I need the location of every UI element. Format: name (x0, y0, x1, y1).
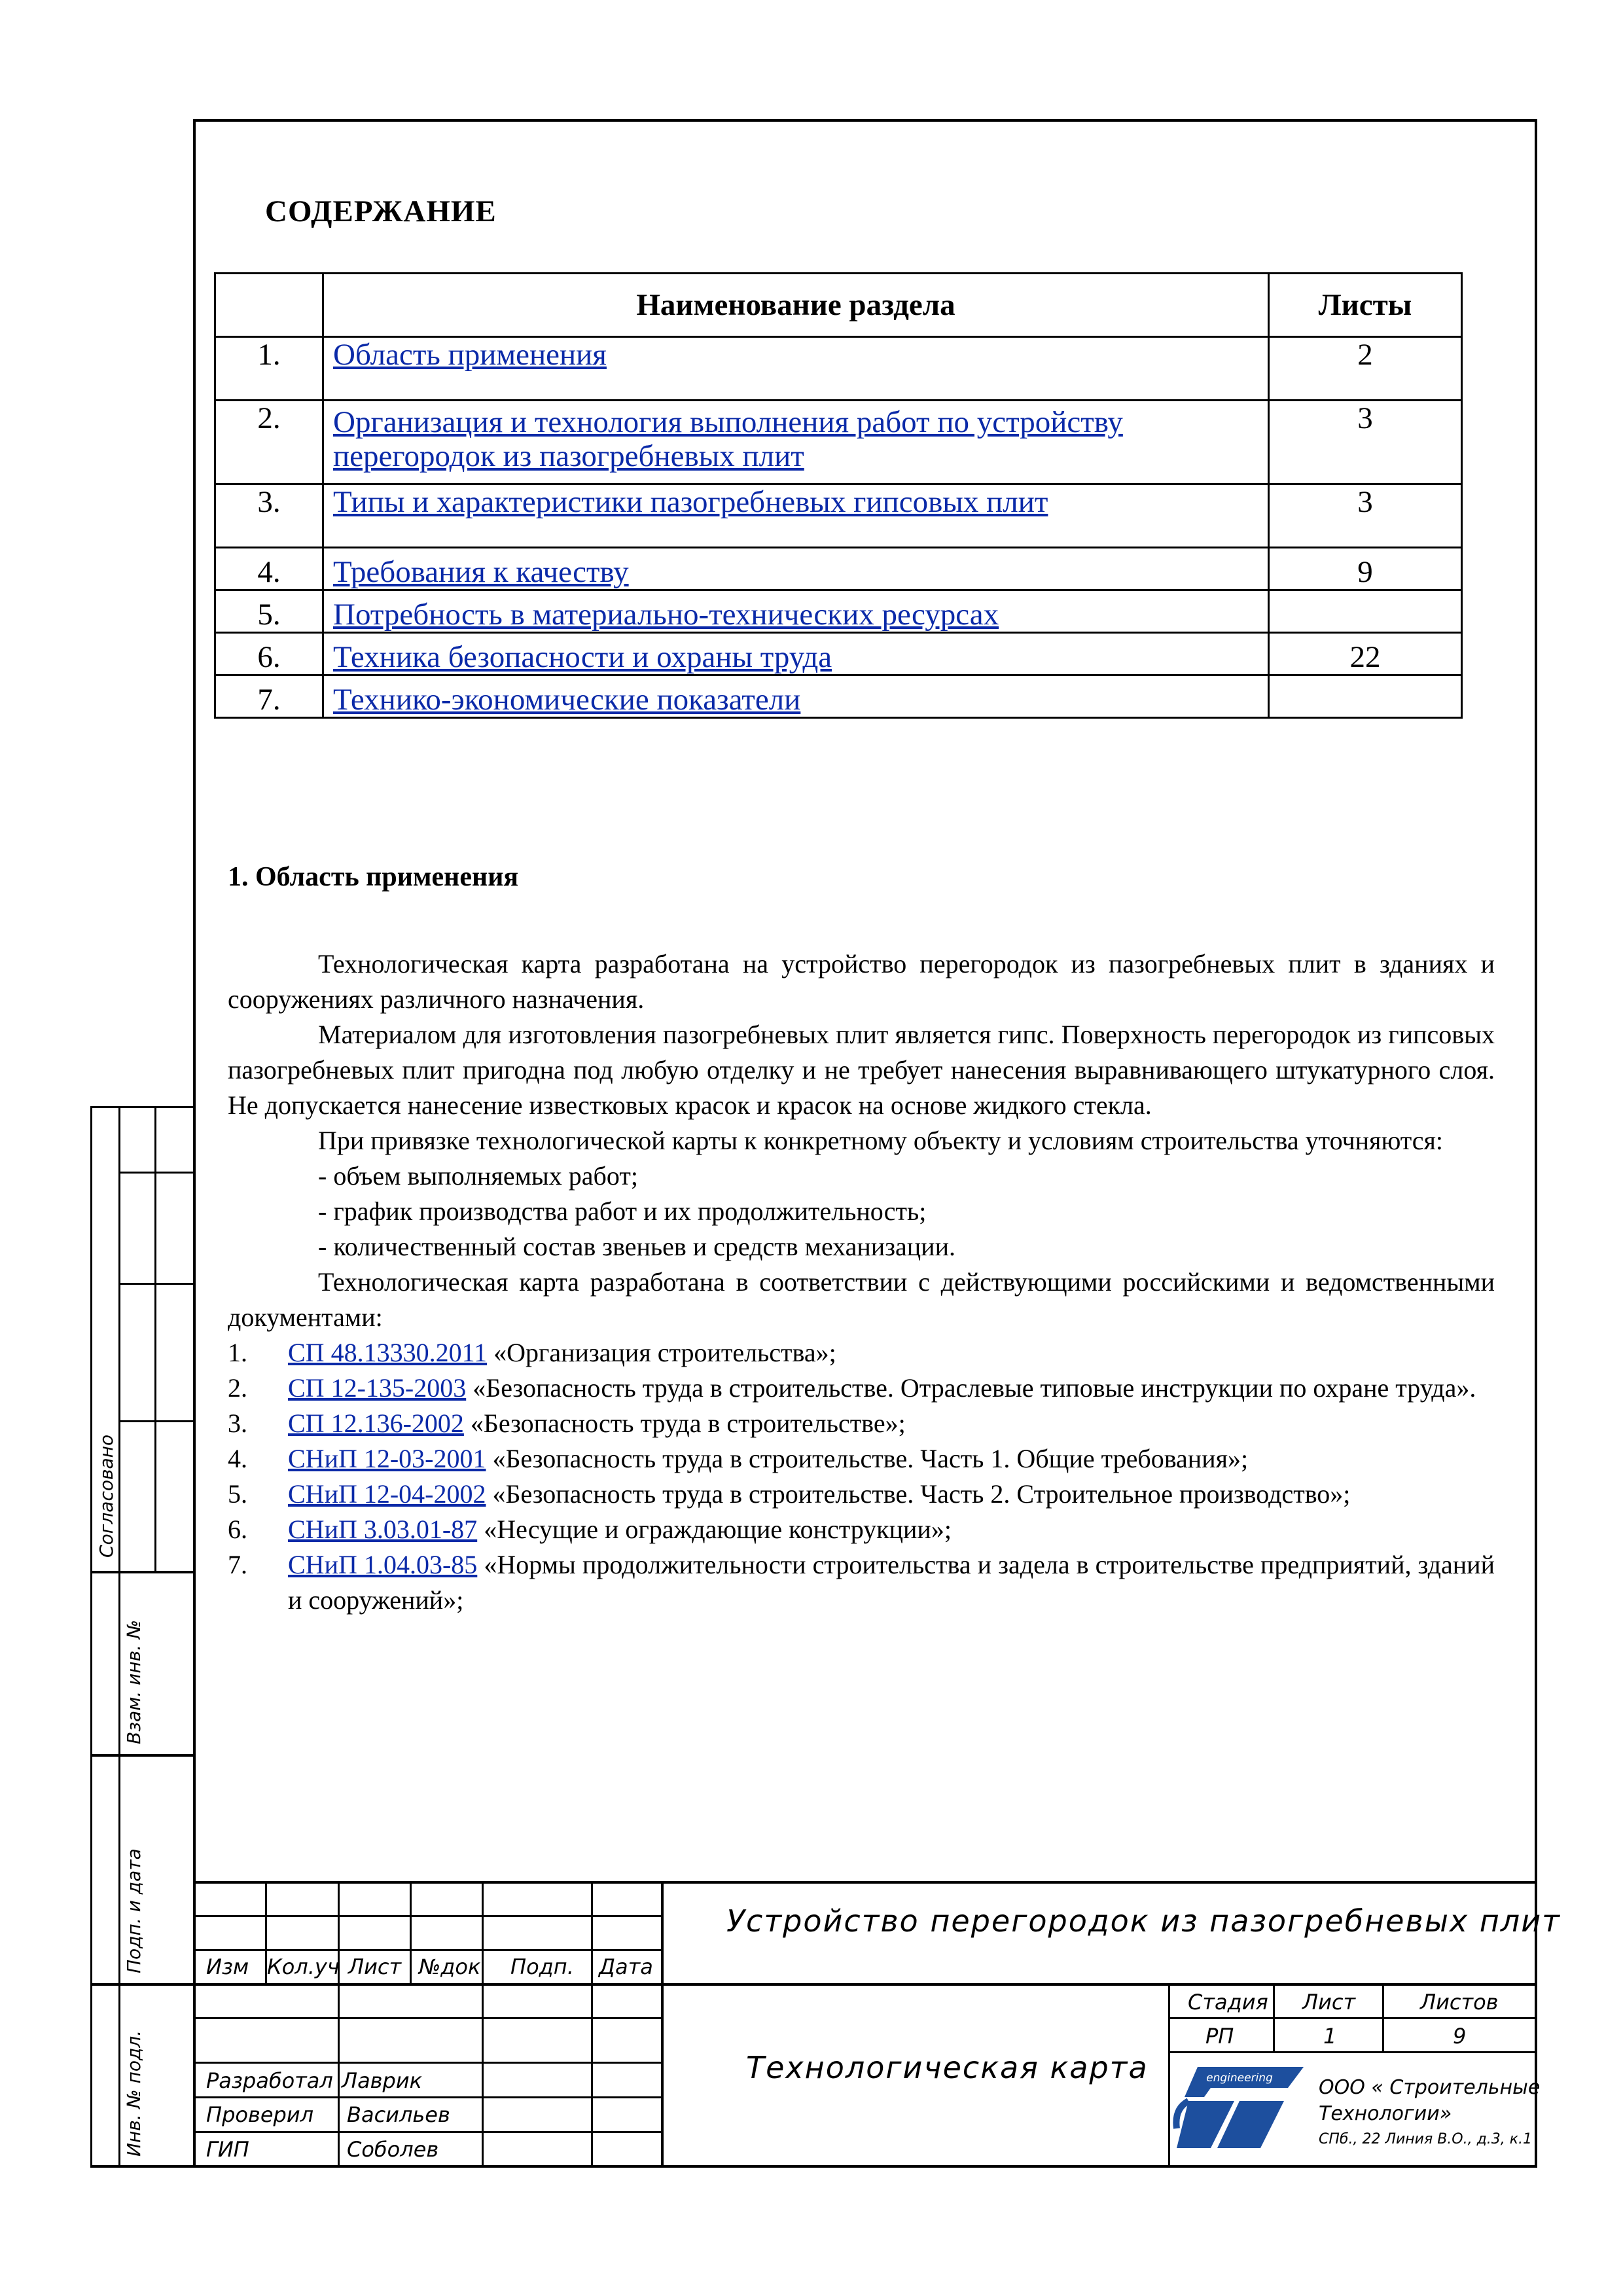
reference-number: 1. (228, 1338, 247, 1367)
toc-link[interactable]: Требования к качеству (333, 555, 629, 589)
reference-item (228, 1477, 1495, 1512)
reference-link[interactable]: СНиП 3.03.01-87 (288, 1515, 478, 1544)
toc-row-num: 6. (215, 633, 323, 675)
toc-row-num: 1. (215, 337, 323, 401)
reference-text: «Безопасность труда в строительстве. Часть 1. Общие требования»; (486, 1444, 1249, 1473)
reference-item (228, 1371, 1495, 1406)
toc-row-num: 4. (215, 548, 323, 590)
logo-text: engineering (1206, 2072, 1273, 2085)
side-strip-top (90, 1106, 193, 1108)
side-strip-outer (90, 1106, 92, 2168)
reference-number: 4. (228, 1444, 247, 1473)
toc-row-name (323, 401, 1269, 484)
toc-row-pages: 3 (1269, 401, 1462, 484)
toc-row-name (323, 484, 1269, 548)
side-strip-col2 (154, 1106, 156, 1572)
toc-row-num: 7. (215, 675, 323, 718)
side-strip-sep3 (118, 1420, 193, 1422)
tb-line (1382, 1983, 1384, 2051)
toc-row-pages: 2 (1269, 337, 1462, 401)
paragraph: При привязке технологической карты к конкретному объекту и условиям строительства уточняются: (318, 1126, 1444, 1155)
toc-link[interactable]: Типы и характеристики пазогребневых гипсовых плит (333, 485, 1048, 519)
reference-link[interactable]: СНиП 12-04-2002 (288, 1479, 486, 1509)
side-strip-sep5 (90, 1754, 193, 1757)
toc-row-name (323, 675, 1269, 718)
side-strip-sep1 (118, 1172, 193, 1174)
tb-col-kol: Кол.уч (267, 1954, 340, 1979)
toc-row (215, 675, 1462, 718)
reference-item (228, 1547, 1495, 1618)
tb-line (1168, 2051, 1537, 2053)
tb-sheet-label: Лист (1302, 1990, 1356, 2015)
tb-stage-label: Стадия (1188, 1990, 1268, 2015)
toc-link[interactable]: Потребность в материально-технических ресурсах (333, 598, 999, 632)
reference-number: 6. (228, 1515, 247, 1544)
reference-text: «Безопасность труда в строительстве»; (463, 1408, 906, 1438)
tb-person: Лаврик (342, 2068, 422, 2093)
toc-row-num: 3. (215, 484, 323, 548)
tb-role: Разработал (206, 2068, 333, 2093)
toc-link[interactable]: Техника безопасности и охраны труда (333, 640, 832, 674)
toc-row-pages: 3 (1269, 484, 1462, 548)
side-strip-sep6 (90, 1983, 193, 1986)
toc-table (214, 272, 1463, 719)
toc-row (215, 401, 1462, 484)
toc-link[interactable]: Организация и технология выполнения работ по устройству перегородок из пазогребневых плит (333, 405, 1123, 473)
tb-sheet: 1 (1323, 2024, 1337, 2049)
side-label-inv-orig: Инв. № подл. (123, 2030, 145, 2157)
reference-number: 2. (228, 1373, 247, 1403)
side-label-sign-date: Подп. и дата (123, 1848, 145, 1973)
bullet-item: - график производства работ и их продолжительность; (318, 1196, 927, 1226)
tb-doc-type: Технологическая карта (746, 2050, 1149, 2085)
toc-row (215, 590, 1462, 633)
toc-row-name (323, 590, 1269, 633)
toc-row-pages: 9 (1269, 548, 1462, 590)
toc-row-pages: 22 (1269, 633, 1462, 675)
tb-doc-title: Устройство перегородок из пазогребневых плит (726, 1903, 1561, 1939)
toc-row (215, 633, 1462, 675)
tb-col-list: Лист (348, 1954, 402, 1979)
tb-line (1168, 2017, 1537, 2019)
toc-row-name (323, 633, 1269, 675)
toc-row-name (323, 337, 1269, 401)
tb-col-podp: Подп. (510, 1954, 574, 1979)
side-label-agreed: Согласовано (96, 1434, 117, 1558)
toc-row-pages (1269, 675, 1462, 718)
reference-link[interactable]: СНиП 12-03-2001 (288, 1444, 486, 1473)
reference-link[interactable]: СП 12-135-2003 (288, 1373, 467, 1403)
side-strip-sep4 (90, 1571, 193, 1573)
tb-line (1168, 1983, 1170, 2168)
tb-line (591, 1881, 593, 2168)
reference-number: 7. (228, 1550, 247, 1579)
tb-org-address: СПб., 22 Линия В.О., д.3, к.1 (1319, 2131, 1533, 2147)
reference-text: «Нормы продолжительности строительства и задела в строительстве предприятий, зданий и сооружений»; (288, 1550, 1495, 1615)
tb-line (338, 1881, 340, 2168)
toc-row (215, 484, 1462, 548)
toc-row-name (323, 548, 1269, 590)
toc-row-num: 2. (215, 401, 323, 484)
tb-person: Васильев (347, 2102, 450, 2127)
tb-org-line1: ООО « Строительные (1319, 2076, 1541, 2099)
toc-header-name: Наименование раздела (323, 274, 1269, 337)
toc-row (215, 337, 1462, 401)
tb-line (193, 1983, 1537, 1986)
reference-link[interactable]: СП 48.13330.2011 (288, 1338, 488, 1367)
reference-text: «Несущие и ограждающие конструкции»; (477, 1515, 952, 1544)
side-label-inv-swap: Взам. инв. № (123, 1619, 145, 1744)
side-strip-sep2 (118, 1283, 193, 1285)
toc-header-num (215, 274, 323, 337)
tb-sheets: 9 (1453, 2024, 1467, 2049)
side-strip-col1 (118, 1106, 120, 2168)
section-body (228, 946, 1495, 1618)
toc-row (215, 548, 1462, 590)
reference-item (228, 1335, 1495, 1371)
paragraph: Технологическая карта разработана в соответствии с действующими российскими и ведомственными документами: (228, 1267, 1495, 1332)
tb-line (482, 1881, 484, 2168)
toc-title: СОДЕРЖАНИЕ (265, 194, 497, 228)
reference-link[interactable]: СНиП 1.04.03-85 (288, 1550, 478, 1579)
reference-link[interactable]: СП 12.136-2002 (288, 1408, 464, 1438)
tb-col-data: Дата (599, 1954, 653, 1979)
company-logo (1171, 2063, 1309, 2155)
tb-col-ndok: №док (419, 1954, 481, 1979)
toc-row-num: 5. (215, 590, 323, 633)
tb-role: ГИП (206, 2137, 249, 2162)
tb-line (410, 1881, 412, 1983)
tb-person: Соболев (347, 2137, 439, 2162)
reference-text: «Организация строительства»; (487, 1338, 836, 1367)
reference-item (228, 1512, 1495, 1547)
toc-header-pages: Листы (1269, 274, 1462, 337)
tb-line (1273, 1983, 1275, 2051)
tb-col-izm: Изм (206, 1954, 249, 1979)
tb-line (661, 1881, 664, 2168)
toc-link[interactable]: Область применения (333, 338, 607, 372)
tb-stage: РП (1205, 2024, 1234, 2049)
reference-number: 3. (228, 1408, 247, 1438)
paragraph: Материалом для изготовления пазогребневых плит является гипс. Поверхность перегородок из гипсовых пазогребневых плит пригодна под любую отделку и не требует нанесения выравнивающего штукатурного слоя. Не допускается нанесение известковых красок и красок на основе жидкого стекла. (228, 1020, 1495, 1120)
toc-header-row (215, 274, 1462, 337)
tb-sheets-label: Листов (1420, 1990, 1499, 2015)
toc-link[interactable]: Технико-экономические показатели (333, 683, 801, 717)
tb-org-line2: Технологии» (1319, 2102, 1452, 2125)
tb-line (193, 1881, 1537, 1884)
reference-text: «Безопасность труда в строительстве. Часть 2. Строительное производство»; (486, 1479, 1351, 1509)
reference-item (228, 1441, 1495, 1477)
reference-number: 5. (228, 1479, 247, 1509)
paragraph: Технологическая карта разработана на устройство перегородок из пазогребневых плит в зданиях и сооружениях различного назначения. (228, 949, 1495, 1014)
reference-item (228, 1406, 1495, 1441)
bullet-item: - объем выполняемых работ; (318, 1161, 638, 1191)
bullet-item: - количественный состав звеньев и средств механизации. (318, 1232, 955, 1261)
tb-role: Проверил (206, 2102, 314, 2127)
section-heading: 1. Область применения (228, 862, 519, 892)
toc-row-pages (1269, 590, 1462, 633)
side-strip-bottom (90, 2165, 193, 2168)
reference-text: «Безопасность труда в строительстве. Отраслевые типовые инструкции по охране труда». (466, 1373, 1476, 1403)
